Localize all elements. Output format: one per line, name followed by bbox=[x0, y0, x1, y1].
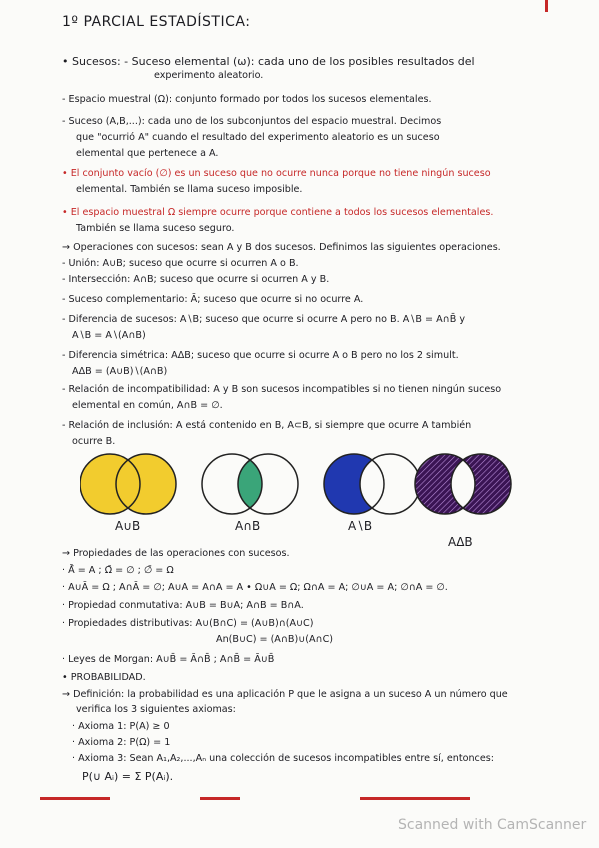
note-line: - Suceso complementario: Ā; suceso que ocurre si no ocurre A. bbox=[62, 294, 364, 305]
camscanner-watermark: Scanned with CamScanner bbox=[398, 817, 587, 833]
note-line: que "ocurrió A" cuando el resultado del experimento aleatorio es un suceso bbox=[76, 132, 440, 143]
note-line: · Axioma 3: Sean A₁,A₂,...,Aₙ una colección de sucesos incompatibles entre sí, entonces: bbox=[72, 753, 494, 764]
venn-label-symmetric-difference: AΔB bbox=[448, 535, 473, 549]
note-line: P(∪ Aᵢ) = Σ P(Aᵢ). bbox=[82, 770, 174, 783]
note-line: · Propiedades distributivas: A∪(B∩C) = (A∪B)∩(A∪C) bbox=[62, 618, 314, 629]
note-line-highlight: • El espacio muestral Ω siempre ocurre porque contiene a todos los sucesos elementales. bbox=[62, 207, 494, 218]
red-divider bbox=[360, 797, 470, 800]
venn-label-union: A∪B bbox=[115, 519, 141, 533]
red-divider bbox=[200, 797, 240, 800]
note-line: · Axioma 2: P(Ω) = 1 bbox=[72, 737, 171, 748]
note-line: • Sucesos: - Suceso elemental (ω): cada uno de los posibles resultados del bbox=[62, 55, 475, 68]
note-line: → Operaciones con sucesos: sean A y B dos sucesos. Definimos las siguientes operaciones. bbox=[62, 242, 501, 253]
venn-label-difference: A∖B bbox=[348, 519, 373, 533]
note-line: · Ā̄ = A ; Ω̄ = ∅ ; ∅̄ = Ω bbox=[62, 565, 174, 576]
note-line: - Intersección: A∩B; suceso que ocurre si ocurren A y B. bbox=[62, 274, 330, 285]
note-line: • PROBABILIDAD. bbox=[62, 672, 146, 683]
note-line: - Unión: A∪B; suceso que ocurre si ocurren A o B. bbox=[62, 258, 299, 269]
note-line: · Propiedad conmutativa: A∪B = B∪A; A∩B = B∩A. bbox=[62, 600, 304, 611]
note-line: - Diferencia simétrica: AΔB; suceso que ocurre si ocurre A o B pero no los 2 simult. bbox=[62, 350, 459, 361]
note-line: · Leyes de Morgan: A∪B̄ = Ā∩B̄ ; A∩B̄ = Ā∪B̄ bbox=[62, 654, 275, 665]
note-line: ocurre B. bbox=[72, 436, 116, 447]
note-line: - Suceso (A,B,...): cada uno de los subconjuntos del espacio muestral. Decimos bbox=[62, 116, 442, 127]
red-top-mark bbox=[545, 0, 548, 12]
note-line: → Definición: la probabilidad es una aplicación P que le asigna a un suceso A un número que bbox=[62, 689, 508, 700]
note-line: experimento aleatorio. bbox=[154, 70, 264, 81]
venn-difference bbox=[324, 454, 420, 514]
venn-union bbox=[80, 454, 176, 514]
note-line: · A∪Ā = Ω ; A∩Ā = ∅; A∪A = A∩A = A • Ω∪A = Ω; Ω∩A = A; ∅∪A = A; ∅∩A = ∅. bbox=[62, 582, 448, 593]
note-line: · Axioma 1: P(A) ≥ 0 bbox=[72, 721, 170, 732]
note-line: verifica los 3 siguientes axiomas: bbox=[76, 704, 236, 715]
note-line: También se llama suceso seguro. bbox=[76, 223, 235, 234]
note-line: - Relación de incompatibilidad: A y B son sucesos incompatibles si no tienen ningún suceso bbox=[62, 384, 502, 395]
venn-label-intersection: A∩B bbox=[235, 519, 261, 533]
note-line-highlight: • El conjunto vacío (∅) es un suceso que no ocurre nunca porque no tiene ningún suceso bbox=[62, 168, 491, 179]
note-line: A∖B = A∖(A∩B) bbox=[72, 330, 146, 341]
red-divider bbox=[40, 797, 110, 800]
venn-diagrams bbox=[80, 446, 570, 526]
note-line: An(B∪C) = (A∩B)∪(A∩C) bbox=[216, 634, 334, 645]
note-line: → Propiedades de las operaciones con sucesos. bbox=[62, 548, 290, 559]
note-line: elemental en común, A∩B = ∅. bbox=[72, 400, 223, 411]
note-line: - Relación de inclusión: A está contenido en B, A⊂B, si siempre que ocurre A también bbox=[62, 420, 472, 431]
note-line: - Espacio muestral (Ω): conjunto formado por todos los sucesos elementales. bbox=[62, 94, 432, 105]
venn-symmetric-difference bbox=[415, 454, 511, 514]
note-line: - Diferencia de sucesos: A∖B; suceso que ocurre si ocurre A pero no B. A∖B = A∩B̄ y bbox=[62, 314, 466, 325]
note-line: elemental. También se llama suceso imposible. bbox=[76, 184, 303, 195]
note-line: elemental que pertenece a A. bbox=[76, 148, 219, 159]
page-title: 1º PARCIAL ESTADÍSTICA: bbox=[62, 14, 251, 30]
venn-intersection bbox=[202, 454, 298, 514]
note-line: AΔB = (A∪B)∖(A∩B) bbox=[72, 366, 168, 377]
